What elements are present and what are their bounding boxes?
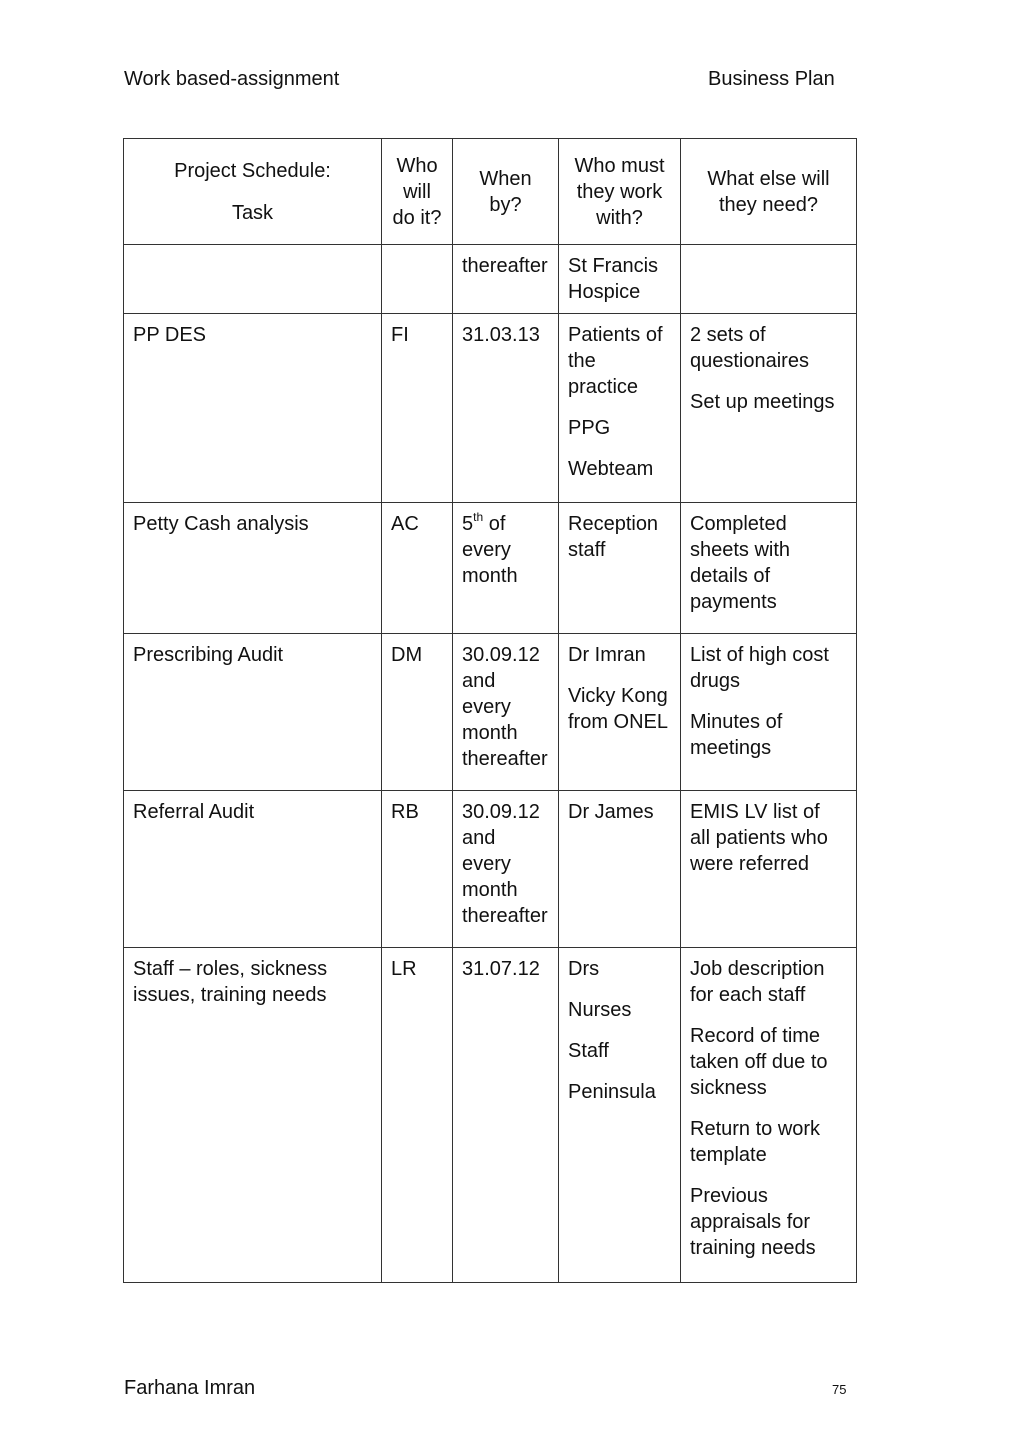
column-header-task-line1: Project Schedule: xyxy=(174,159,331,182)
table-row xyxy=(124,503,857,634)
cell-when: 30.09.12 and every month thereafter xyxy=(453,634,559,791)
cell-work-with-item: Dr James xyxy=(568,801,654,823)
cell-needs xyxy=(681,634,857,791)
cell-needs-item: Job description for each staff xyxy=(690,958,825,1006)
cell-when-ordinal-suffix: th xyxy=(473,510,484,524)
cell-work-with xyxy=(559,634,681,791)
footer-page-number: 75 xyxy=(832,1382,847,1397)
cell-when: 30.09.12 and every month thereafter xyxy=(453,791,559,948)
table-header-row xyxy=(124,139,857,245)
document-header-section: Business Plan xyxy=(708,68,835,90)
cell-work-with-item: Peninsula xyxy=(568,1081,656,1103)
column-header-task xyxy=(124,139,382,245)
column-header-who: Who will do it? xyxy=(382,139,453,245)
cell-who: LR xyxy=(382,948,453,1283)
cell-needs-item: Completed sheets with details of payments xyxy=(690,513,791,613)
cell-needs-item: Previous appraisals for training needs xyxy=(690,1185,816,1259)
cell-task: Referral Audit xyxy=(124,791,382,948)
cell-needs-item: Minutes of meetings xyxy=(690,711,783,759)
footer-author: Farhana Imran xyxy=(124,1377,256,1399)
column-header-task-line2: Task xyxy=(231,201,274,224)
cell-work-with-item: Webteam xyxy=(568,458,654,480)
cell-needs-item: Record of time taken off due to sickness xyxy=(690,1025,828,1099)
cell-work-with-item: PPG xyxy=(568,417,611,439)
cell-task: Prescribing Audit xyxy=(124,634,382,791)
cell-who: FI xyxy=(382,314,453,503)
cell-needs-item: List of high cost drugs xyxy=(690,644,829,692)
cell-needs xyxy=(681,791,857,948)
cell-who: RB xyxy=(382,791,453,948)
cell-who: AC xyxy=(382,503,453,634)
column-header-work-with: Who must they work with? xyxy=(559,139,681,245)
cell-work-with-item: Reception staff xyxy=(568,513,659,561)
cell-task xyxy=(124,245,382,314)
cell-needs-item: 2 sets of questionaires xyxy=(690,324,809,372)
cell-when-day: 5 xyxy=(462,513,474,535)
cell-work-with xyxy=(559,314,681,503)
table-row xyxy=(124,245,857,314)
cell-needs-item: EMIS LV list of all patients who were referred xyxy=(690,801,828,875)
cell-task: Petty Cash analysis xyxy=(124,503,382,634)
cell-task: Staff – roles, sickness issues, training needs xyxy=(124,948,382,1283)
cell-work-with-item: Patients of the practice xyxy=(568,324,663,398)
table-row xyxy=(124,314,857,503)
cell-needs xyxy=(681,314,857,503)
cell-who xyxy=(382,245,453,314)
column-header-needs: What else will they need? xyxy=(681,139,857,245)
column-header-when: When by? xyxy=(453,139,559,245)
cell-work-with-item: St Francis Hospice xyxy=(568,255,659,303)
table-row xyxy=(124,791,857,948)
cell-who: DM xyxy=(382,634,453,791)
cell-needs xyxy=(681,948,857,1283)
project-schedule-table xyxy=(123,138,857,1283)
cell-when: thereafter xyxy=(453,245,559,314)
cell-task: PP DES xyxy=(124,314,382,503)
cell-work-with-item: Nurses xyxy=(568,999,632,1021)
cell-work-with xyxy=(559,791,681,948)
cell-needs xyxy=(681,503,857,634)
cell-work-with xyxy=(559,948,681,1283)
cell-work-with xyxy=(559,245,681,314)
cell-work-with-item: Staff xyxy=(568,1040,609,1062)
cell-needs-item: Set up meetings xyxy=(690,391,835,413)
cell-work-with xyxy=(559,503,681,634)
cell-needs xyxy=(681,245,857,314)
cell-when-rest: of every month xyxy=(462,513,518,587)
cell-when: 31.07.12 xyxy=(453,948,559,1283)
table-row xyxy=(124,948,857,1283)
cell-when: 31.03.13 xyxy=(453,314,559,503)
cell-work-with-item: Drs xyxy=(568,958,600,980)
cell-needs-item: Return to work template xyxy=(690,1118,821,1166)
cell-when xyxy=(453,503,559,634)
cell-work-with-item: Dr Imran xyxy=(568,644,646,666)
document-header-title: Work based-assignment xyxy=(124,68,340,90)
table-row xyxy=(124,634,857,791)
cell-work-with-item: Vicky Kong from ONEL xyxy=(568,685,669,733)
